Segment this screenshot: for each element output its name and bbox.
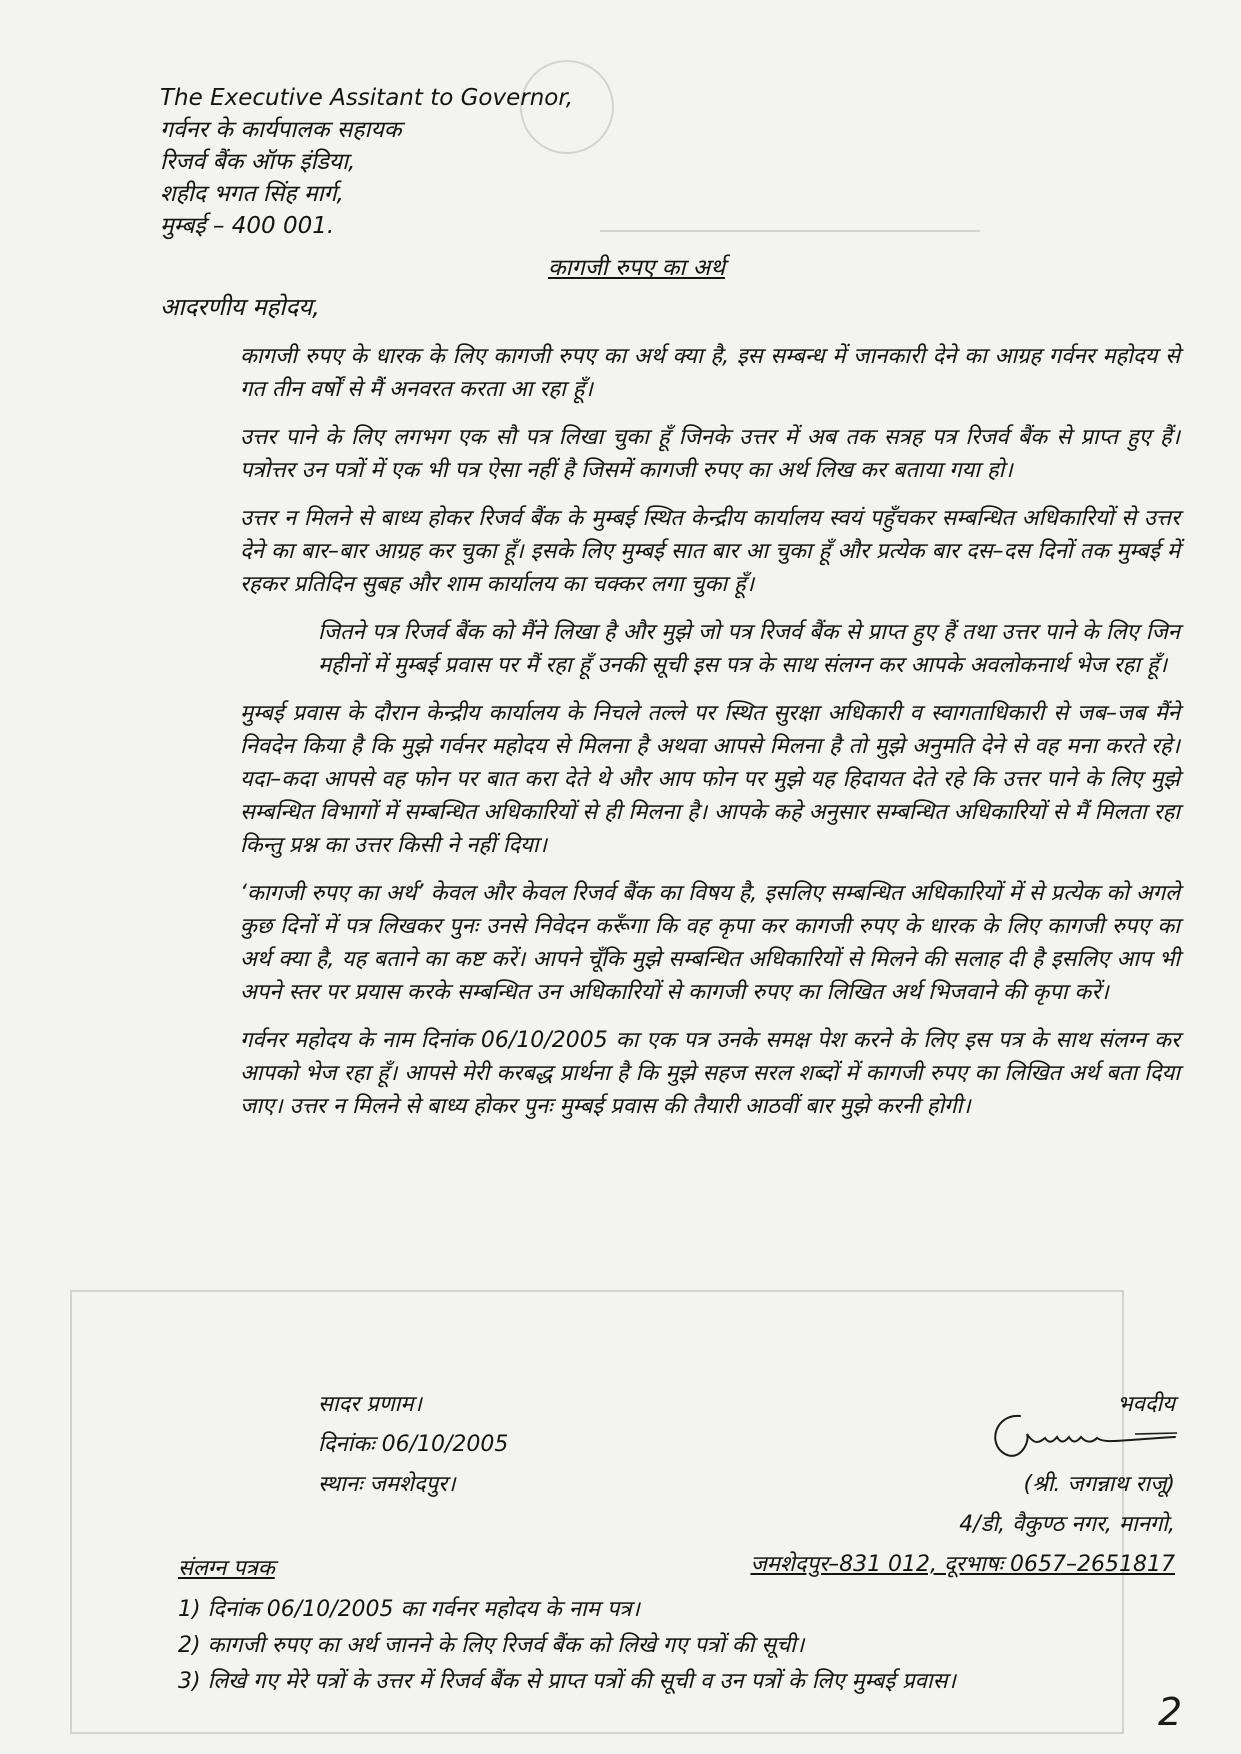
show-through-header [600,175,980,232]
letter-place: स्थानः जमशेदपुर। [318,1472,456,1497]
enclosures-list [178,1592,956,1700]
body-paragraph: गर्वनर महोदय के नाम दिनांक 06/10/2005 का एक पत्र उनके समक्ष पेश करने के लिए इस पत्र के साथ संलग्न कर आपको भेज रहा हूँ। आपसे मेरी करबद्ध प्रार्थना है कि मुझे सहज सरल शब्दों में कागजी रुपए का लिखित अर्थ बता दिया जाए। उत्तर न मिलने से बाध्य होकर पुनः मुम्बई प्रवास की तैयारी आठवीं बार मुझे करनी होगी। [240,1028,1180,1119]
address-line: रिजर्व बैंक ऑफ इंडिया, [160,149,356,175]
page-number: 2 [1158,1690,1183,1734]
body-paragraph: मुम्बई प्रवास के दौरान केन्द्रीय कार्यालय के निचले तल्ले पर स्थित सुरक्षा अधिकारी व स्वागताधिकारी से जब–जब मैंने निवदेन किया है कि मुझे गर्वनर महोदय से मिलना है अथवा आपसे मिलना है तो मुझे अनुमति देने से वह मना करते रहे। यदा–कदा आपसे वह फोन पर बात करा देते थे और आप फोन पर मुझे यह हिदायत देते रहे कि उत्तर पाने के लिए मुझे सम्बन्धित विभागों में सम्बन्धित अधिकारियों से ही मिलना है। आपके कहे अनुसार सम्बन्धित अधिकारियों से मैं मिलता रहा किन्तु प्रश्न का उत्तर किसी ने नहीं दिया। [240,701,1180,858]
body-paragraph: कागजी रुपए के धारक के लिए कागजी रुपए का अर्थ क्या है, इस सम्बन्ध में जानकारी देने का आग्रह गर्वनर महोदय से गत तीन वर्षों से मैं अनवरत करता आ रहा हूँ। [240,344,1180,402]
body-paragraph: ‘कागजी रुपए का अर्थ’ केवल और केवल रिजर्व बैंक का विषय है, इसलिए सम्बन्धित अधिकारियों में से प्रत्येक को अगले कुछ दिनों में पत्र लिखकर पुनः उनसे निवेदन करूँगा कि वह कृपा कर कागजी रुपए के धारक के लिए कागजी रुपए का अर्थ क्या है, यह बताने का कष्ट करें। आपने चूँकि मुझे सम्बन्धित अधिकारियों से मिलने की सलाह दी है इसलिए आप भी अपने स्तर पर प्रयास करके सम्बन्धित उन अधिकारियों से कागजी रुपए का लिखित अर्थ भिजवाने की कृपा करें। [240,881,1180,1005]
sender-block [750,1385,1175,1585]
enclosure-item: 2) कागजी रुपए का अर्थ जानने के लिए रिजर्व बैंक को लिखे गए पत्रों की सूची। [178,1633,805,1658]
closing-greeting: सादर प्रणाम। [318,1392,422,1417]
sender-address-line: 4/डी, वैकुण्ठ नगर, मानगो, [959,1512,1175,1537]
enclosure-item: 3) लिखे गए मेरे पत्रों के उत्तर में रिजर्व बैंक से प्राप्त पत्रों की सूची व उन पत्रों के लिए मुम्बई प्रवास। [178,1669,956,1694]
body-paragraph: जितने पत्र रिजर्व बैंक को मैंने लिखा है और मुझे जो पत्र रिजर्व बैंक से प्राप्त हुए हैं तथा उत्तर पाने के लिए जिन महीनों में मुम्बई प्रवास पर मैं रहा हूँ उनकी सूची इस पत्र के साथ संलग्न कर आपके अवलोकनार्थ भेज रहा हूँ। [318,620,1180,678]
enclosures-title: संलग्न पत्रक [178,1556,275,1581]
salutation: आदरणीय महोदय, [160,293,320,321]
address-line: गर्वनर के कार्यपालक सहायक [160,117,402,143]
letter-date: दिनांकः 06/10/2005 [318,1432,509,1457]
body-paragraph: उत्तर पाने के लिए लगभग एक सौ पत्र लिखा चुका हूँ जिनके उत्तर में अब तक सत्रह पत्र रिजर्व बैंक से प्राप्त हुए हैं। पत्रोत्तर उन पत्रों में एक भी पत्र ऐसा नहीं है जिसमें कागजी रुपए का अर्थ लिख कर बताया गया हो। [240,425,1180,483]
subject-line: कागजी रुपए का अर्थ [548,255,725,281]
letter-body [240,340,1180,1138]
sender-name: (श्री. जगन्नाथ राजू) [1023,1472,1175,1497]
sender-address-line: जमशेदपुर–831 012, दूरभाषः 0657–2651817 [750,1552,1175,1577]
closing-block [318,1385,508,1505]
enclosure-item: 1) दिनांक 06/10/2005 का गर्वनर महोदय के नाम पत्र। [178,1597,640,1622]
body-paragraph: उत्तर न मिलने से बाध्य होकर रिजर्व बैंक के मुम्बई स्थित केन्द्रीय कार्यालय स्वयं पहुँचकर सम्बन्धित अधिकारियों से उत्तर देने का बार–बार आग्रह कर चुका हूँ। इसके लिए मुम्बई सात बार आ चुका हूँ और प्रत्येक बार दस–दस दिनों तक मुम्बई में रहकर प्रतिदिन सुबह और शाम कार्यालय का चक्कर लगा चुका हूँ। [240,506,1180,597]
address-line: मुम्बई – 400 001. [160,213,335,239]
address-line: शहीद भगत सिंह मार्ग, [160,181,344,207]
valediction: भवदीय [1117,1392,1175,1417]
recipient-address [160,82,573,242]
address-line: The Executive Assitant to Governor, [160,85,574,111]
